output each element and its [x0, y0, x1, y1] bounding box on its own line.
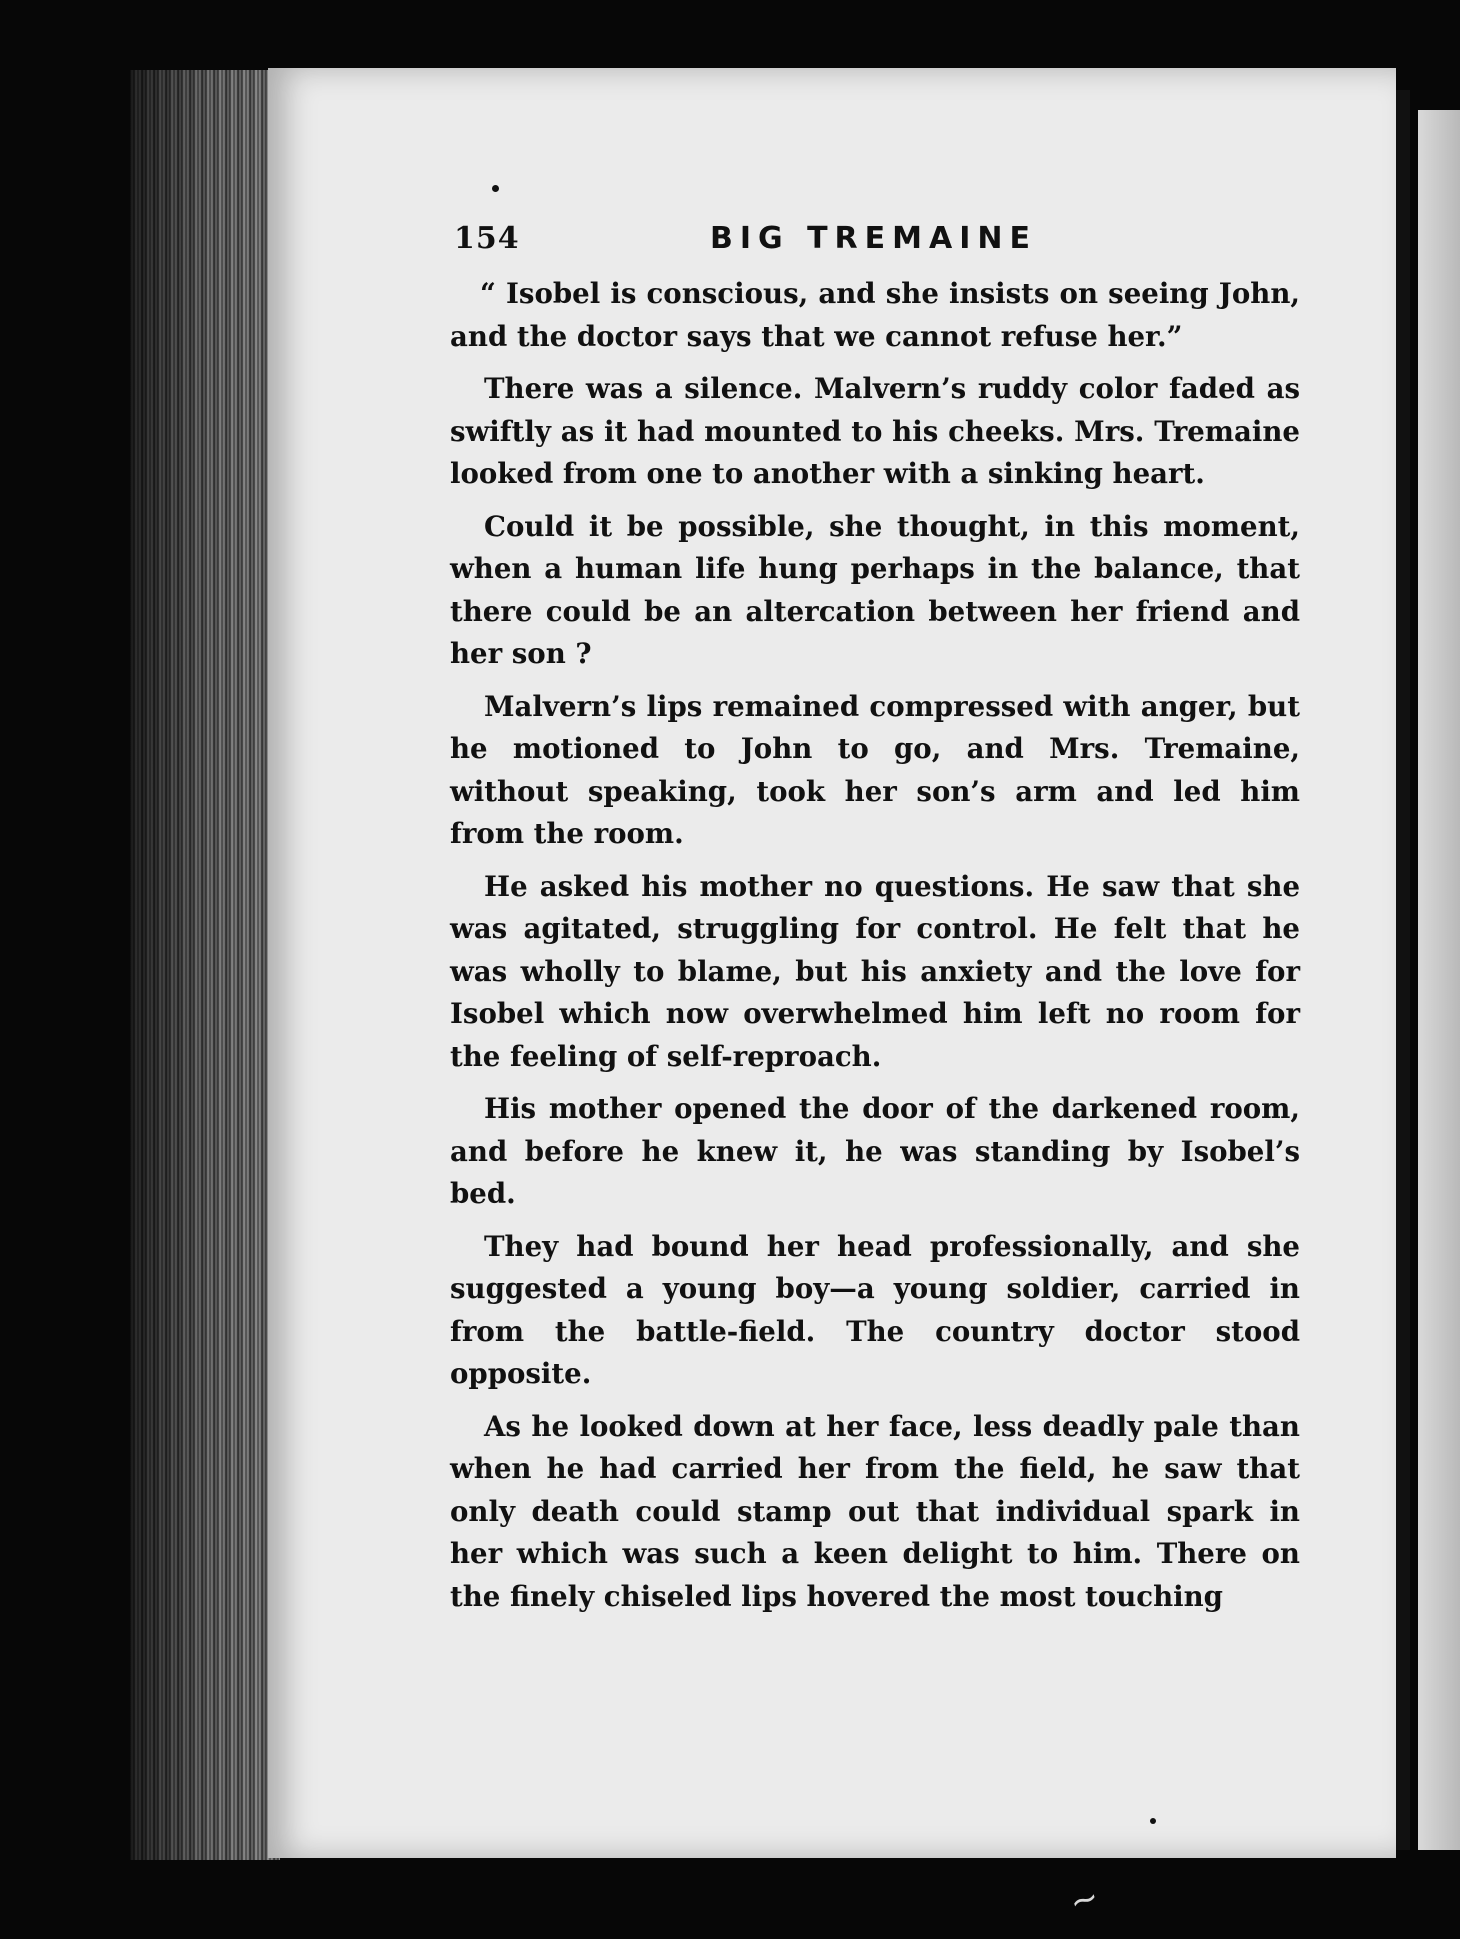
- paragraph: “ Isobel is conscious, and she insists on seeing John, and the doctor says that we cannot refuse her.”: [450, 277, 1300, 353]
- running-head: [450, 215, 1300, 273]
- paragraph: They had bound her head professionally, and she suggested a young boy—a young soldier, carried in from the battle-field. The country doctor stood opposite.: [450, 1229, 1300, 1390]
- ink-speck: [492, 185, 499, 192]
- paragraph: There was a silence. Malvern’s ruddy color faded as swiftly as it had mounted to his cheeks. Mrs. Tremaine looked from one to another with a sinking heart.: [450, 372, 1300, 490]
- paragraph: His mother opened the door of the darkened room, and before he knew it, he was standing by Isobel’s bed.: [450, 1092, 1300, 1210]
- running-title: BIG TREMAINE: [710, 221, 1037, 256]
- scan-artifact: ~: [1064, 1876, 1104, 1924]
- page-text: [450, 215, 1300, 1628]
- binding-gutter: [1396, 90, 1410, 1850]
- page-edge-shadow: [130, 70, 280, 1860]
- paragraph: He asked his mother no questions. He saw that she was agitated, struggling for control. He felt that he was wholly to blame, but his anxiety and the love for Isobel which now overwhelmed him left no room for the feeling of self-reproach.: [450, 869, 1300, 1073]
- ink-speck: [1150, 1818, 1156, 1824]
- paragraph: Could it be possible, she thought, in this moment, when a human life hung perhaps in the balance, that there could be an altercation between her friend and her son ?: [450, 509, 1300, 670]
- paragraph: As he looked down at her face, less deadly pale than when he had carried her from the field, he saw that only death could stamp out that individual spark in her which was such a keen delight to him. There on the finely chiseled lips hovered the most touching: [450, 1409, 1300, 1613]
- page-number: 154: [454, 221, 520, 256]
- paragraph: Malvern’s lips remained compressed with anger, but he motioned to John to go, and Mrs. Tremaine, without speaking, took her son’s arm and led him from the room.: [450, 689, 1300, 850]
- facing-page-edge: [1418, 110, 1460, 1850]
